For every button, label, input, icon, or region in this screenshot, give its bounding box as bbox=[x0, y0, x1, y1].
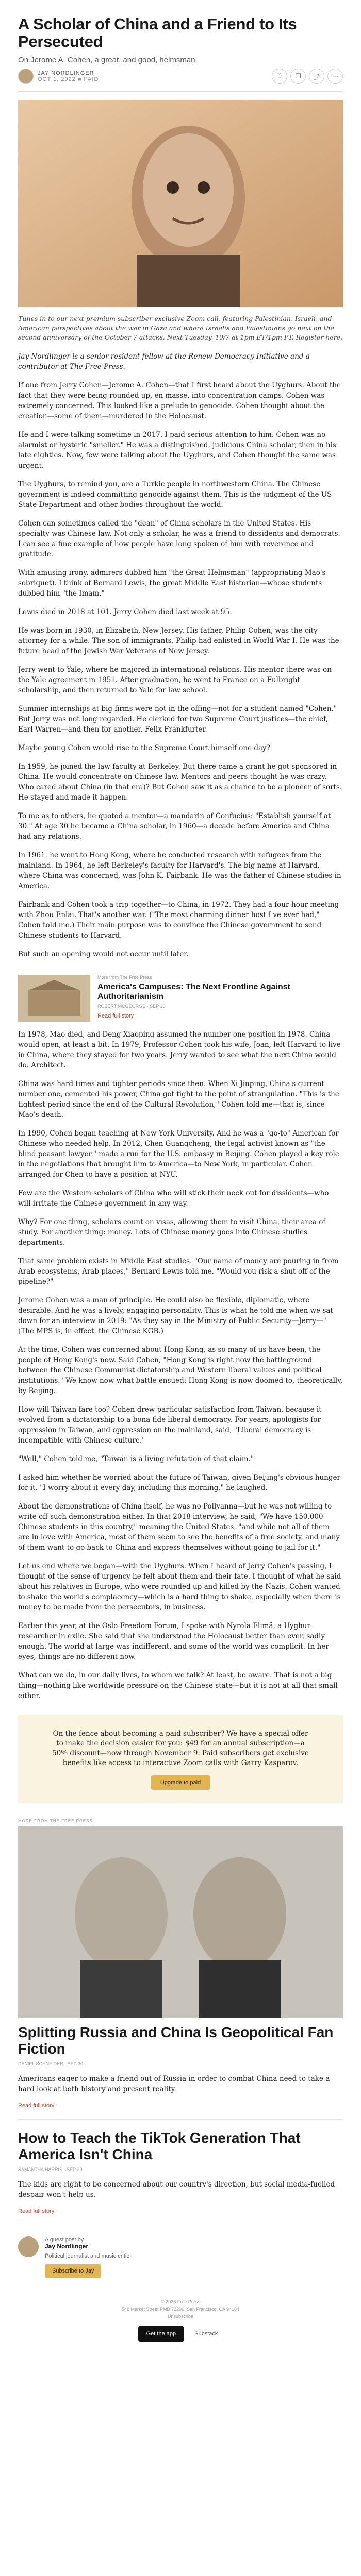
embed-source: More from The Free Press bbox=[97, 975, 152, 980]
more-icon[interactable]: ⋯ bbox=[327, 69, 343, 84]
body-paragraph: Jerry went to Yale, where he majored in international relations. His mentor there was on the Yale agreement in 1951. After graduation, he went to France on a Fulbright scholarship, and then returned to Yale for law school. bbox=[18, 666, 332, 694]
body-paragraph: China was hard times and tighter periods since then. When Xi Jinping, China's current number one, cemented his power, China got tight to the point of strangulation. "This is the tightest period since the end of the Cultural Revolution," Cohen told me—that is, since Mao's death. bbox=[18, 1080, 339, 1119]
author-intro: Jay Nordlinger is a senior resident fellow at the Renew Democracy Initiative and a contributor at The Free Press. bbox=[18, 352, 310, 371]
comment-icon[interactable]: ☐ bbox=[290, 69, 306, 84]
body-paragraph: Maybe young Cohen would rise to the Supreme Court himself one day? bbox=[18, 744, 270, 752]
body-paragraph: What can we do, in our daily lives, to whom we talk? At least, be aware. That is not a big thing—nothing like worldwide pressure on the Chinese state—but it is not at all that small either. bbox=[18, 1671, 338, 1700]
story-meta: DANIEL SCHNEIDER · SEP 30 bbox=[18, 2061, 84, 2066]
author-name[interactable]: JAY NORDLINGER bbox=[38, 70, 94, 76]
story-label: MORE FROM THE FREE PRESS bbox=[18, 1819, 93, 1823]
embed-thumbnail[interactable] bbox=[18, 975, 90, 1022]
unsubscribe-link[interactable]: Unsubscribe bbox=[167, 2314, 194, 2319]
author-avatar[interactable] bbox=[18, 69, 34, 84]
body-paragraph: "Well," Cohen told me, "Taiwan is a living refutation of that claim." bbox=[18, 1455, 254, 1463]
guest-description: Political journalist and music critic bbox=[45, 2253, 129, 2259]
body-paragraph: That same problem exists in Middle East studies. "Our name of money are pouring in from Arab ecosystems, Arab places," Bernard Lewis told me. "Would you risk a shut-off of the pipeline?" bbox=[18, 1257, 339, 1286]
body-paragraph: In 1961, he went to Hong Kong, where he conducted research with refugees from the mainland. In 1964, he left Berkeley's faculty for Harvard's. The big name at Harvard, where China was concerned, was John K. Fairbank. He was the father of Chinese studies in America. bbox=[18, 851, 341, 890]
publish-date: OCT 1, 2022 ■ PAID bbox=[38, 76, 99, 82]
body-paragraph: Why? For one thing, scholars count on visas, allowing them to visit China, their area of study. For another thing: money. Lots of Chinese money goes into Chinese studies departments. bbox=[18, 1218, 326, 1247]
embed-read-link[interactable]: Read full story bbox=[97, 1013, 134, 1019]
promo-text: On the fence about becoming a paid subscriber? We have a special offer to make the decision easier for you: $49 for an annual subscription—a 50% discount—now through November 9. Paid subscribers get exclusive benefits like access to interactive Zoom calls with Garry Kasparov. bbox=[52, 1730, 309, 1767]
story-read-link[interactable]: Read full story bbox=[18, 2208, 55, 2214]
story-excerpt: The kids are right to be concerned about our country's direction, but social media-fuelled despair won't help us. bbox=[18, 2180, 335, 2199]
footer-copyright: © 2025 Free Press bbox=[161, 2299, 200, 2304]
embedded-post[interactable] bbox=[18, 968, 343, 1029]
body-paragraph: He and I were talking sometime in 2017. I paid serious attention to him. Cohen was no alarmist or hysteric "smeller." He was a distinguished, judicious China scholar, then in his late eighties. Now, few were talking about the Uyghurs, and Cohen thought the same was urgent. bbox=[18, 431, 336, 470]
story-read-link[interactable]: Read full story bbox=[18, 2103, 55, 2109]
body-paragraph: Few are the Western scholars of China who will stick their neck out for dissidents—who will irritate the Chinese government in any way. bbox=[18, 1189, 329, 1208]
upgrade-button[interactable]: Upgrade to paid bbox=[151, 1775, 210, 1790]
guest-avatar[interactable] bbox=[18, 2236, 39, 2257]
body-paragraph: In 1990, Cohen began teaching at New York University. And he was a "go-to" American for Chinese who needed help. In 2012, Chen Guangcheng, the legal activist known as "the blind peasant lawyer," made a run for the U.S. embassy in Beijing. Cohen played a key role in the negotiations that brought him to America—to New York, in particular. Cohen arranged for Chen to have a position at NYU. bbox=[18, 1129, 339, 1179]
divider bbox=[18, 91, 343, 92]
divider bbox=[18, 2119, 343, 2120]
hero-caption: Tunes in to our next premium subscriber-exclusive Zoom call, featuring Palestinian, Israeli, and American perspectives about the war in Gaza and where Israelis and Palestinians go next on the second anniversary of the October 7 attacks. Next Tuesday, 10/7 at 1pm ET/1pm PT. Register here. bbox=[18, 315, 343, 341]
body-paragraph: Summer internships at big firms were not in the offing—not for a student named "Cohen." But Jerry was not long regarded. He clerked for two Supreme Court justices—the chief, Earl Warren—and then for another, Felix Frankfurter. bbox=[18, 705, 337, 734]
body-paragraph: At the time, Cohen was concerned about Hong Kong, as so many of us have been, the people of Hong Kong's now. Said Cohen, "Hong Kong is right now the battleground between the Chinese Communist dictatorship and Western liberal values and political institutions." We know now what battle ensued: Hong Kong is now doomed to, theoretically, by Beijing. bbox=[18, 1346, 343, 1395]
body-paragraph: The Uyghurs, to remind you, are a Turkic people in northwestern China. The Chinese government is indeed committing genocide against them. This is the judgment of the US State Department and other bodies throughout the world. bbox=[18, 480, 332, 509]
footer bbox=[18, 2298, 343, 2357]
footer-address: 548 Market Street PMB 72296, San Francisco, CA 94104 bbox=[121, 2307, 240, 2312]
hero-image[interactable] bbox=[18, 100, 343, 307]
article-title: A Scholar of China and a Friend to Its Persecuted bbox=[18, 15, 297, 50]
body-paragraph: With amusing irony, admirers dubbed him "the Great Helmsman" (appropriating Mao's sobriquet). I think of Bernard Lewis, the great Middle East historian—whose students dubbed him "the Imam." bbox=[18, 569, 326, 598]
heart-icon[interactable]: ♡ bbox=[272, 69, 287, 84]
body-paragraph: I asked him whether he worried about the future of Taiwan, given Beijing's obvious hunger for it. "I worry about it every day, including this morning," he laughed. bbox=[18, 1473, 340, 1492]
body-paragraph: Cohen can sometimes called the "dean" of China scholars in the United States. His specialty was Chinese law. Not only a scholar, he was a friend to dissidents and democrats. I can see a fine example of how people have long spoken of him with reverence and gratitude. bbox=[18, 519, 340, 558]
body-paragraph: How will Taiwan fare too? Cohen drew particular satisfaction from Taiwan, because it evolved from a dictatorship to a bona fide liberal democracy. For years, apologists for oppression in Taiwan, and oppression on the mainland, said, "Liberal democracy is incompatible with Chinese culture." bbox=[18, 1405, 322, 1445]
subscribe-button[interactable]: Subscribe to Jay bbox=[45, 2264, 101, 2278]
embed-body bbox=[97, 975, 343, 1022]
story-image[interactable] bbox=[18, 1826, 343, 2018]
share-icon[interactable]: ⤴ bbox=[309, 69, 324, 84]
body-paragraph: In 1959, he joined the law faculty at Berkeley. But there came a grant he got sponsored in China. He would concentrate on Chinese law. Mentors and peers thought he was crazy. Who cared about China (in that era)? But Cohen saw it as a chance to be a pioneer of sorts. He stayed and made it happen. bbox=[18, 762, 342, 802]
story-title[interactable]: Splitting Russia and China Is Geopolitical Fan Fiction bbox=[18, 2024, 334, 2057]
body-paragraph: About the demonstrations of China itself, he was no Pollyanna—but he was not willing to write off such demonstration either. In that 2018 interview, he said, "We have 150,000 Chinese students in this country," meaning the United States, "and while not all of them are in love with America, most of them seem to see the benefits of a free society, and many of them want to go back to China and express themselves without going to jail for it." bbox=[18, 1502, 340, 1552]
substack-badge[interactable]: Substack bbox=[194, 2331, 218, 2337]
guest-name[interactable]: Jay Nordlinger bbox=[45, 2243, 89, 2250]
body-paragraph: Jerome Cohen was a man of principle. He could also be flexible, diplomatic, where desirable. And he was a lively, engaging personality. This is what he told me when we sat down for an interview in 2019: "As they say in the Ministry of Public Security—Jerry—" (The MPS is, in effect, the Chinese KGB.) bbox=[18, 1296, 333, 1335]
body-paragraph: Let us end where we began—with the Uyghurs. When I heard of Jerry Cohen's passing, I thought of the sense of urgency he felt about them and their fate. I thought of what he said about his relatives in Europe, who were rounded up and killed by the Nazis. Cohen wanted to shake the world's complacency—which is a hard thing to shake, especially when there is money to be made from the persecutors, in business. bbox=[18, 1562, 341, 1612]
byline bbox=[18, 69, 99, 84]
get-app-button[interactable]: Get the app bbox=[138, 2326, 185, 2342]
article-actions bbox=[272, 69, 343, 84]
byline-row bbox=[18, 69, 343, 84]
body-paragraph: To me as to others, he quoted a mentor—a mandarin of Confucius: "Establish yourself at 30." At age 30 he became a China scholar, in 1960—a decade before America and China had any relations. bbox=[18, 812, 331, 841]
story-excerpt: Americans eager to make a friend out of Russia in order to combat China need to take a hard look at both history and present reality. bbox=[18, 2075, 330, 2093]
article-header bbox=[18, 0, 343, 92]
story-meta: SAMANTHA HARRIS · SEP 29 bbox=[18, 2167, 83, 2172]
article-subtitle: On Jerome A. Cohen, a great, and good, helmsman. bbox=[18, 56, 198, 64]
embed-title[interactable]: America's Campuses: The Next Frontline Against Authoritarianism bbox=[97, 982, 290, 1001]
body-paragraph: Earlier this year, at the Oslo Freedom Forum, I spoke with Nyrola Elimä, a Uyghur researcher in exile. She said that she understood the Holocaust better than ever, sadly enough. The world at large was indifferent, and some of the world was complicit. In her eyes, things are no different now. bbox=[18, 1622, 329, 1661]
body-paragraph: Lewis died in 2018 at 101. Jerry Cohen died last week at 95. bbox=[18, 608, 232, 616]
body-paragraph: If one from Jerry Cohen—Jerome A. Cohen—that I first heard about the Uyghurs. About the fact that they were being rounded up, en masse, into concentration camps. Cohen was extremely concerned. This looked like a prelude to genocide. Cohen thought about the creation—some of them—murdered in the Holocaust. bbox=[18, 381, 341, 420]
body-paragraph: Fairbank and Cohen took a trip together—to China, in 1972. They had a four-hour meeting with Zhou Enlai. That's another war. ("The most charming dinner host I've ever had," Cohen told me.) Their main purpose was to convince the Chinese government to send Chinese students to Harvard. bbox=[18, 901, 339, 940]
footer-actions bbox=[18, 2326, 343, 2357]
story-title[interactable]: How to Teach the TikTok Generation That America Isn't China bbox=[18, 2130, 301, 2162]
body-paragraph: In 1978, Mao died, and Deng Xiaoping assumed the number one position in 1978. China would open, at least a bit. In 1979, Professor Cohen took his wife, Joan, left Harvard to live in China, where they stayed for two years. Jerry wanted to see what the next China would do. Architect. bbox=[18, 1030, 341, 1070]
guest-author-card bbox=[18, 2236, 343, 2278]
body-paragraph: He was born in 1930, in Elizabeth, New Jersey. His father, Philip Cohen, was the city attorney for a while. The son of immigrants, Philip had enlisted in World War I. He was the future head of the Jewish War Veterans of New Jersey. bbox=[18, 626, 339, 655]
guest-label: A guest post by bbox=[45, 2236, 84, 2243]
body-paragraph: But such an opening would not occur until later. bbox=[18, 950, 189, 958]
embed-meta: ROBERT MCGEORGE · SEP 30 bbox=[97, 1004, 166, 1009]
subscription-promo bbox=[18, 1715, 343, 1803]
